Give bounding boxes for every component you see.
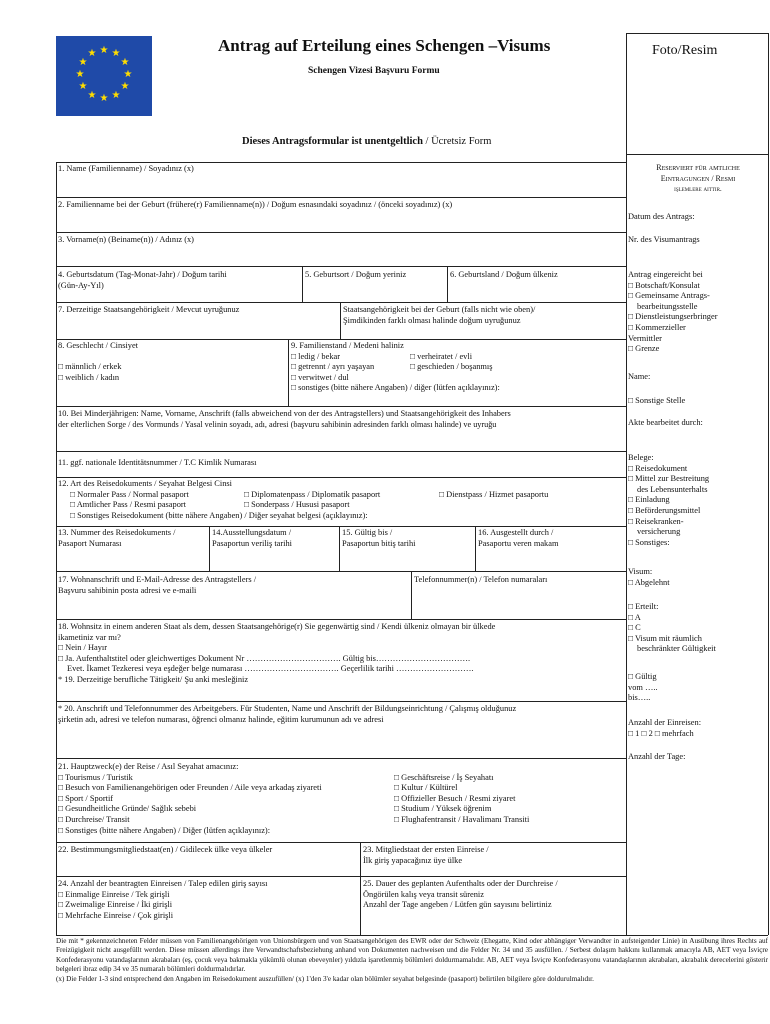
checkbox-diplomatic-passport[interactable]: □ Diplomatenpass / Diplomatik pasaport: [244, 489, 381, 499]
side-name: Name:: [628, 372, 651, 381]
official-line-1: Reserviert für amtliche: [656, 163, 740, 172]
svg-text:★: ★: [87, 90, 97, 101]
side-checkbox-a[interactable]: □ A: [628, 612, 641, 622]
checkbox-single[interactable]: □ ledig / bekar: [291, 351, 341, 361]
checkbox-special-passport[interactable]: □ Sonderpass / Hususi pasaport: [244, 500, 350, 510]
field-17-phone[interactable]: Telefonnummer(n) / Telefon numaraları: [414, 575, 548, 584]
field-9-right-col: [410, 352, 493, 373]
side-insurance-cont: versicherung: [637, 527, 681, 537]
checkbox-official-visit[interactable]: □ Offizieller Besuch / Resmi ziyaret: [394, 793, 516, 803]
checkbox-double-entry[interactable]: □ Zweimalige Einreise / İki girişli: [58, 900, 173, 910]
side-checkbox-other-docs[interactable]: □ Sonstiges:: [628, 537, 670, 547]
field-20-employer[interactable]: [58, 704, 516, 725]
field-7-nationality[interactable]: 7. Derzeitige Staatsangehörigkeit / Mevcut uyruğunuz: [58, 305, 240, 314]
side-submitted-at: [628, 270, 718, 355]
field-10-label-2: der elterlichen Sorge / des Vormunds / Yasal velinin soyadı, adı, adresi (başvuru sahibinin adresinden farklı olması halinde) ve uyruğu: [58, 419, 497, 429]
free-note-rest: / Ücretsiz Form: [422, 136, 492, 147]
field-11-national-id[interactable]: 11. ggf. nationale Identitätsnummer / T.C Kimlik Numarası: [58, 458, 257, 467]
field-13-label-2: Pasaport Numarası: [58, 538, 122, 548]
field-3-first-name[interactable]: 3. Vorname(n) (Beiname(n)) / Adınız (x): [58, 235, 194, 244]
field-17-address-email[interactable]: [58, 575, 256, 596]
field-14-issue-date[interactable]: [212, 528, 292, 549]
side-checkbox-provider[interactable]: □ Dienstleistungserbringer: [628, 312, 718, 322]
side-valid-from: vom …..: [628, 682, 658, 692]
side-application-date: Datum des Antrags:: [628, 212, 695, 221]
checkbox-male[interactable]: □ männlich / erkek: [58, 362, 122, 372]
eu-flag-icon: [56, 36, 152, 116]
footer-notes: [56, 937, 768, 984]
field-22-destination[interactable]: 22. Bestimmungsmitgliedstaat(en) / Gidilecek ülke veya ülkeler: [58, 845, 273, 854]
side-number-of-days: Anzahl der Tage:: [628, 752, 686, 761]
checkbox-service-passport[interactable]: □ Dienstpass / Hizmet pasaportu: [439, 489, 549, 499]
svg-text:★: ★: [99, 45, 109, 56]
checkbox-divorced[interactable]: □ geschieden / boşanmış: [410, 362, 493, 372]
checkbox-multiple-entry[interactable]: □ Mehrfache Einreise / Çok girişli: [58, 910, 174, 920]
side-ltv-cont: beschränkter Gültigkeit: [637, 644, 716, 654]
field-21-purpose: [58, 762, 322, 836]
field-23-label-1: 23. Mitgliedstaat der ersten Einreise /: [363, 845, 489, 854]
field-21-title: 21. Hauptzweck(e) der Reise / Asıl Seyahat amacınız:: [58, 762, 239, 771]
side-common-centre-cont: bearbeitungsstelle: [637, 301, 698, 311]
field-12-title: 12. Art des Reisedokuments / Seyahat Belgesi Cinsi: [58, 479, 232, 488]
field-18-residence: [58, 622, 495, 686]
side-checkbox-issued[interactable]: □ Erteilt:: [628, 602, 659, 611]
footer-note-2: (x) Die Felder 1-3 sind entsprechend den Angaben im Reisedokument auszufüllen/ (x) 1'den 3'e kadar olan bölümler seyahat belgesinde (pasaport) belirtilen bilgilere göre doldurulmalıdır.: [56, 974, 594, 983]
field-17-label-1: 17. Wohnanschrift und E-Mail-Adresse des Antragstellers /: [58, 575, 257, 584]
side-commercial-cont: Vermittler: [628, 333, 662, 343]
field-24-entries: [58, 879, 268, 921]
side-handled-by: Akte bearbeitet durch:: [628, 418, 703, 427]
side-checkbox-valid[interactable]: □ Gültig: [628, 672, 657, 681]
field-18-label-2: ikametiniz var mı?: [58, 632, 121, 642]
field-10-guardian[interactable]: [58, 409, 511, 430]
field-15-valid-until[interactable]: [342, 528, 416, 549]
field-15-label-1: 15. Gültig bis /: [342, 528, 393, 537]
field-23-label-2: İlk giriş yapacağınız üye ülke: [363, 855, 463, 865]
field-23-first-entry[interactable]: [363, 845, 489, 866]
form-subtitle: Schengen Vizesi Başvuru Formu: [308, 66, 440, 76]
svg-text:★: ★: [111, 90, 121, 101]
field-18-label-1: 18. Wohnsitz in einem anderen Staat als dem, dessen Staatsangehörige(r) Sie gegenwärtig sind / Kendi ülkeniz olmayan bir ülkede: [58, 622, 496, 631]
field-17-label-2: Başvuru sahibinin posta adresi ve e-maili: [58, 585, 197, 595]
checkbox-other-document[interactable]: □ Sonstiges Reisedokument (bitte nähere Angaben) / Diğer seyahat belgesi (açıklayınız):: [70, 510, 368, 520]
field-14-label-2: Pasaportun veriliş tarihi: [212, 538, 293, 548]
svg-text:★: ★: [75, 69, 85, 80]
side-checkbox-invitation[interactable]: □ Einladung: [628, 495, 670, 505]
field-2-birth-surname[interactable]: 2. Familienname bei der Geburt (frühere(r) Familienname(n)) / Doğum esnasındaki soyadınız / (önceki soyadınız) (x): [58, 200, 453, 209]
checkbox-residence-no[interactable]: □ Nein / Hayır: [58, 643, 108, 653]
field-16-issued-by[interactable]: [478, 528, 558, 549]
checkbox-airport-transit[interactable]: □ Flughafentransit / Havalimanı Transiti: [394, 814, 530, 824]
field-12-travel-document: [58, 479, 624, 521]
field-4-label-1: 4. Geburtsdatum (Tag-Monat-Jahr) / Doğum tarihi: [58, 270, 227, 279]
field-8-title: 8. Geschlecht / Cinsiyet: [58, 341, 139, 350]
field-15-label-2: Pasaportun bitiş tarihi: [342, 538, 416, 548]
svg-text:★: ★: [78, 81, 88, 92]
eu-flag: [56, 36, 152, 116]
field-14-label-1: 14.Ausstellungsdatum /: [212, 528, 292, 537]
field-25-label-3: Anzahl der Tage angeben / Lütfen gün sayısını belirtiniz: [363, 900, 552, 910]
side-checkbox-other-place[interactable]: □ Sonstige Stelle: [628, 396, 686, 405]
field-4-birth-date[interactable]: [58, 270, 227, 291]
field-21-right-col: [394, 773, 529, 826]
side-checkbox-travel-doc[interactable]: □ Reisedokument: [628, 463, 688, 473]
field-20-label-2: şirketin adı, adresi ve telefon numarası, öğrenci olmanız halinde, eğitim kurumunun adı ve adresi: [58, 714, 384, 724]
side-visa-title: Visum:: [628, 567, 653, 576]
field-25-label-2: Öngörülen kalış veya transit süreniz: [363, 889, 484, 899]
checkbox-married[interactable]: □ verheiratet / evli: [410, 351, 473, 361]
checkbox-single-entry[interactable]: □ Einmalige Einreise / Tek girişli: [58, 889, 170, 899]
side-checkbox-border[interactable]: □ Grenze: [628, 344, 660, 354]
field-20-label-1: * 20. Anschrift und Telefonnummer des Arbeitgebers. Für Studenten, Name und Anschrift der Bildungseinrichtung / Çalışmış olduğunuz: [58, 704, 517, 713]
field-19-occupation[interactable]: * 19. Derzeitige berufliche Tätigkeit/ Şu anki mesleğiniz: [58, 674, 249, 684]
official-line-2: Eintragungen / Resmi: [660, 173, 736, 183]
checkbox-tourism[interactable]: □ Tourismus / Turistik: [58, 772, 133, 782]
field-7b-label-2: Şimdikinden farklı olması halinde doğum uyruğunuz: [343, 315, 521, 325]
checkbox-family-visit[interactable]: □ Besuch von Familienangehörigen oder Freunden / Aile veya arkadaş ziyareti: [58, 783, 322, 793]
side-checkbox-c[interactable]: □ C: [628, 623, 641, 633]
svg-text:★: ★: [78, 57, 88, 68]
svg-text:★: ★: [120, 81, 130, 92]
side-application-number: Nr. des Visumantrags: [628, 235, 700, 244]
official-line-3: işlemlere aittir.: [674, 184, 722, 194]
checkbox-female[interactable]: □ weiblich / kadın: [58, 372, 120, 382]
checkbox-sport[interactable]: □ Sport / Sportif: [58, 793, 114, 803]
side-means-cont: des Lebensunterhalts: [637, 484, 708, 494]
side-entries-options[interactable]: □ 1 □ 2 □ mehrfach: [628, 728, 694, 738]
field-7b-label-1: Staatsangehörigkeit bei der Geburt (falls nicht wie oben)/: [343, 305, 536, 314]
form-title: Antrag auf Erteilung eines Schengen –Visums: [218, 36, 551, 55]
side-checkbox-means[interactable]: □ Mittel zur Bestreitung: [628, 474, 710, 484]
footer-note-1: Die mit * gekennzeichneten Felder müssen von Familienangehörigen von Unionsbürgern und von Staatsangehörigen des EWR oder der Schweiz (Ehegatte, Kind oder abhängiger Verwandter in aufsteigender Linie) in Ausübung ihres Rechts auf Freizügigkeit nicht ausgefüllt werden. Diese müssen allerdings ihre Verwandtschaftsbeziehung anhand von Dokumenten nachweisen und die Felder Nr. 34 und 35 ausfüllen. / Serbest dolaşım hakkını kullanmak amacıyla AB, AET veya İsviçre Konfederasyonu vatandaşlarının akrabaları (eş, çocuk veya bakmakla yükümlü olunan ebeveynler) yıldızla işaretlenmiş bölümleri doldurmamalıdır. AB, AET veya İsviçre Konfederasyonu vatandaşlarının akrabaları, akrabalık derecelerini gösterir belgeleri ibraz edip 34 ve 35 numaralı bölümleri doldurmalıdırlar.: [56, 937, 768, 974]
free-note-bold: Dieses Antragsformular ist unentgeltlich: [242, 136, 423, 147]
field-16-label-1: 16. Ausgestellt durch /: [478, 528, 554, 537]
official-use-header: [628, 163, 768, 195]
svg-text:★: ★: [120, 57, 130, 68]
side-checkbox-ltv[interactable]: □ Visum mit räumlich: [628, 633, 702, 643]
field-4-label-2: (Gün-Ay-Yıl): [58, 280, 104, 290]
svg-text:★: ★: [87, 48, 97, 59]
side-valid-until: bis…..: [628, 693, 651, 703]
side-checkbox-refused[interactable]: □ Abgelehnt: [628, 577, 670, 587]
field-8-sex: [58, 341, 138, 383]
side-entries-title: Anzahl der Einreisen:: [628, 718, 702, 727]
field-5-birth-place[interactable]: 5. Geburtsort / Doğum yeriniz: [305, 270, 407, 279]
free-of-charge-note: [242, 136, 491, 147]
field-25-label-1: 25. Dauer des geplanten Aufenthalts oder der Durchreise /: [363, 879, 558, 888]
checkbox-normal-passport[interactable]: □ Normaler Pass / Normal pasaport: [70, 489, 189, 499]
side-supporting-docs: [628, 453, 709, 548]
side-issued: [628, 602, 716, 655]
field-18-permit-number[interactable]: Evet. İkamet Tezkeresi veya eşdeğer belge numarası ……………………………. Geçerlilik tarihi ……………………….: [67, 664, 474, 674]
field-6-birth-country[interactable]: 6. Geburtsland / Doğum ülkeniz: [450, 270, 558, 279]
side-checkbox-embassy[interactable]: □ Botschaft/Konsulat: [628, 280, 700, 290]
photo-label: Foto/Resim: [652, 43, 718, 58]
side-visa: [628, 567, 670, 588]
checkbox-residence-yes[interactable]: □ Ja. Aufenthaltstitel oder gleichwertiges Dokument Nr ……………………………. Gültig bis…………………………….: [58, 653, 471, 663]
checkbox-other-purpose[interactable]: □ Sonstiges (bitte nähere Angaben) / Diğer (lütfen açıklayınız):: [58, 825, 271, 835]
checkbox-medical[interactable]: □ Gesundheitliche Gründe/ Sağlık sebebi: [58, 804, 197, 814]
side-checkbox-transport[interactable]: □ Beförderungsmittel: [628, 505, 701, 515]
side-checkbox-insurance[interactable]: □ Reisekranken-: [628, 516, 684, 526]
side-checkbox-common-centre[interactable]: □ Gemeinsame Antrags-: [628, 291, 710, 301]
field-16-label-2: Pasaportu veren makam: [478, 538, 559, 548]
side-number-of-entries: [628, 718, 701, 739]
field-13-document-number[interactable]: [58, 528, 175, 549]
checkbox-official-passport[interactable]: □ Amtlicher Pass / Resmi pasaport: [70, 500, 187, 510]
checkbox-study[interactable]: □ Studium / Yüksek öğrenim: [394, 804, 492, 814]
checkbox-culture[interactable]: □ Kultur / Kültürel: [394, 783, 458, 793]
field-7-birth-nationality[interactable]: [343, 305, 535, 326]
checkbox-widowed[interactable]: □ verwitwet / dul: [291, 372, 349, 382]
checkbox-business[interactable]: □ Geschäftsreise / İş Seyahatı: [394, 772, 494, 782]
field-13-label-1: 13. Nummer des Reisedokuments /: [58, 528, 176, 537]
side-docs-title: Belege:: [628, 453, 654, 462]
field-1-surname[interactable]: 1. Name (Familienname) / Soyadınız (x): [58, 164, 194, 173]
checkbox-other-status[interactable]: □ sonstiges (bitte nähere Angaben) / diğer (lütfen açıklayınız):: [291, 383, 500, 393]
svg-text:★: ★: [111, 48, 121, 59]
side-valid: [628, 672, 658, 704]
field-25-duration[interactable]: [363, 879, 558, 911]
checkbox-transit[interactable]: □ Durchreise/ Transit: [58, 814, 130, 824]
svg-text:★: ★: [99, 93, 109, 104]
field-24-title: 24. Anzahl der beantragten Einreisen / Talep edilen giriş sayısı: [58, 879, 268, 888]
side-checkbox-commercial[interactable]: □ Kommerzieller: [628, 322, 686, 332]
checkbox-separated[interactable]: □ getrennt / ayrı yaşayan: [291, 362, 375, 372]
side-submitted-title: Antrag eingereicht bei: [628, 270, 703, 279]
svg-text:★: ★: [123, 69, 133, 80]
field-9-title: 9. Familienstand / Medeni haliniz: [291, 341, 404, 350]
field-10-label-1: 10. Bei Minderjährigen: Name, Vorname, Anschrift (falls abweichend von der des Antragstellers) und Staatsangehörigkeit des Inhabers: [58, 409, 511, 418]
